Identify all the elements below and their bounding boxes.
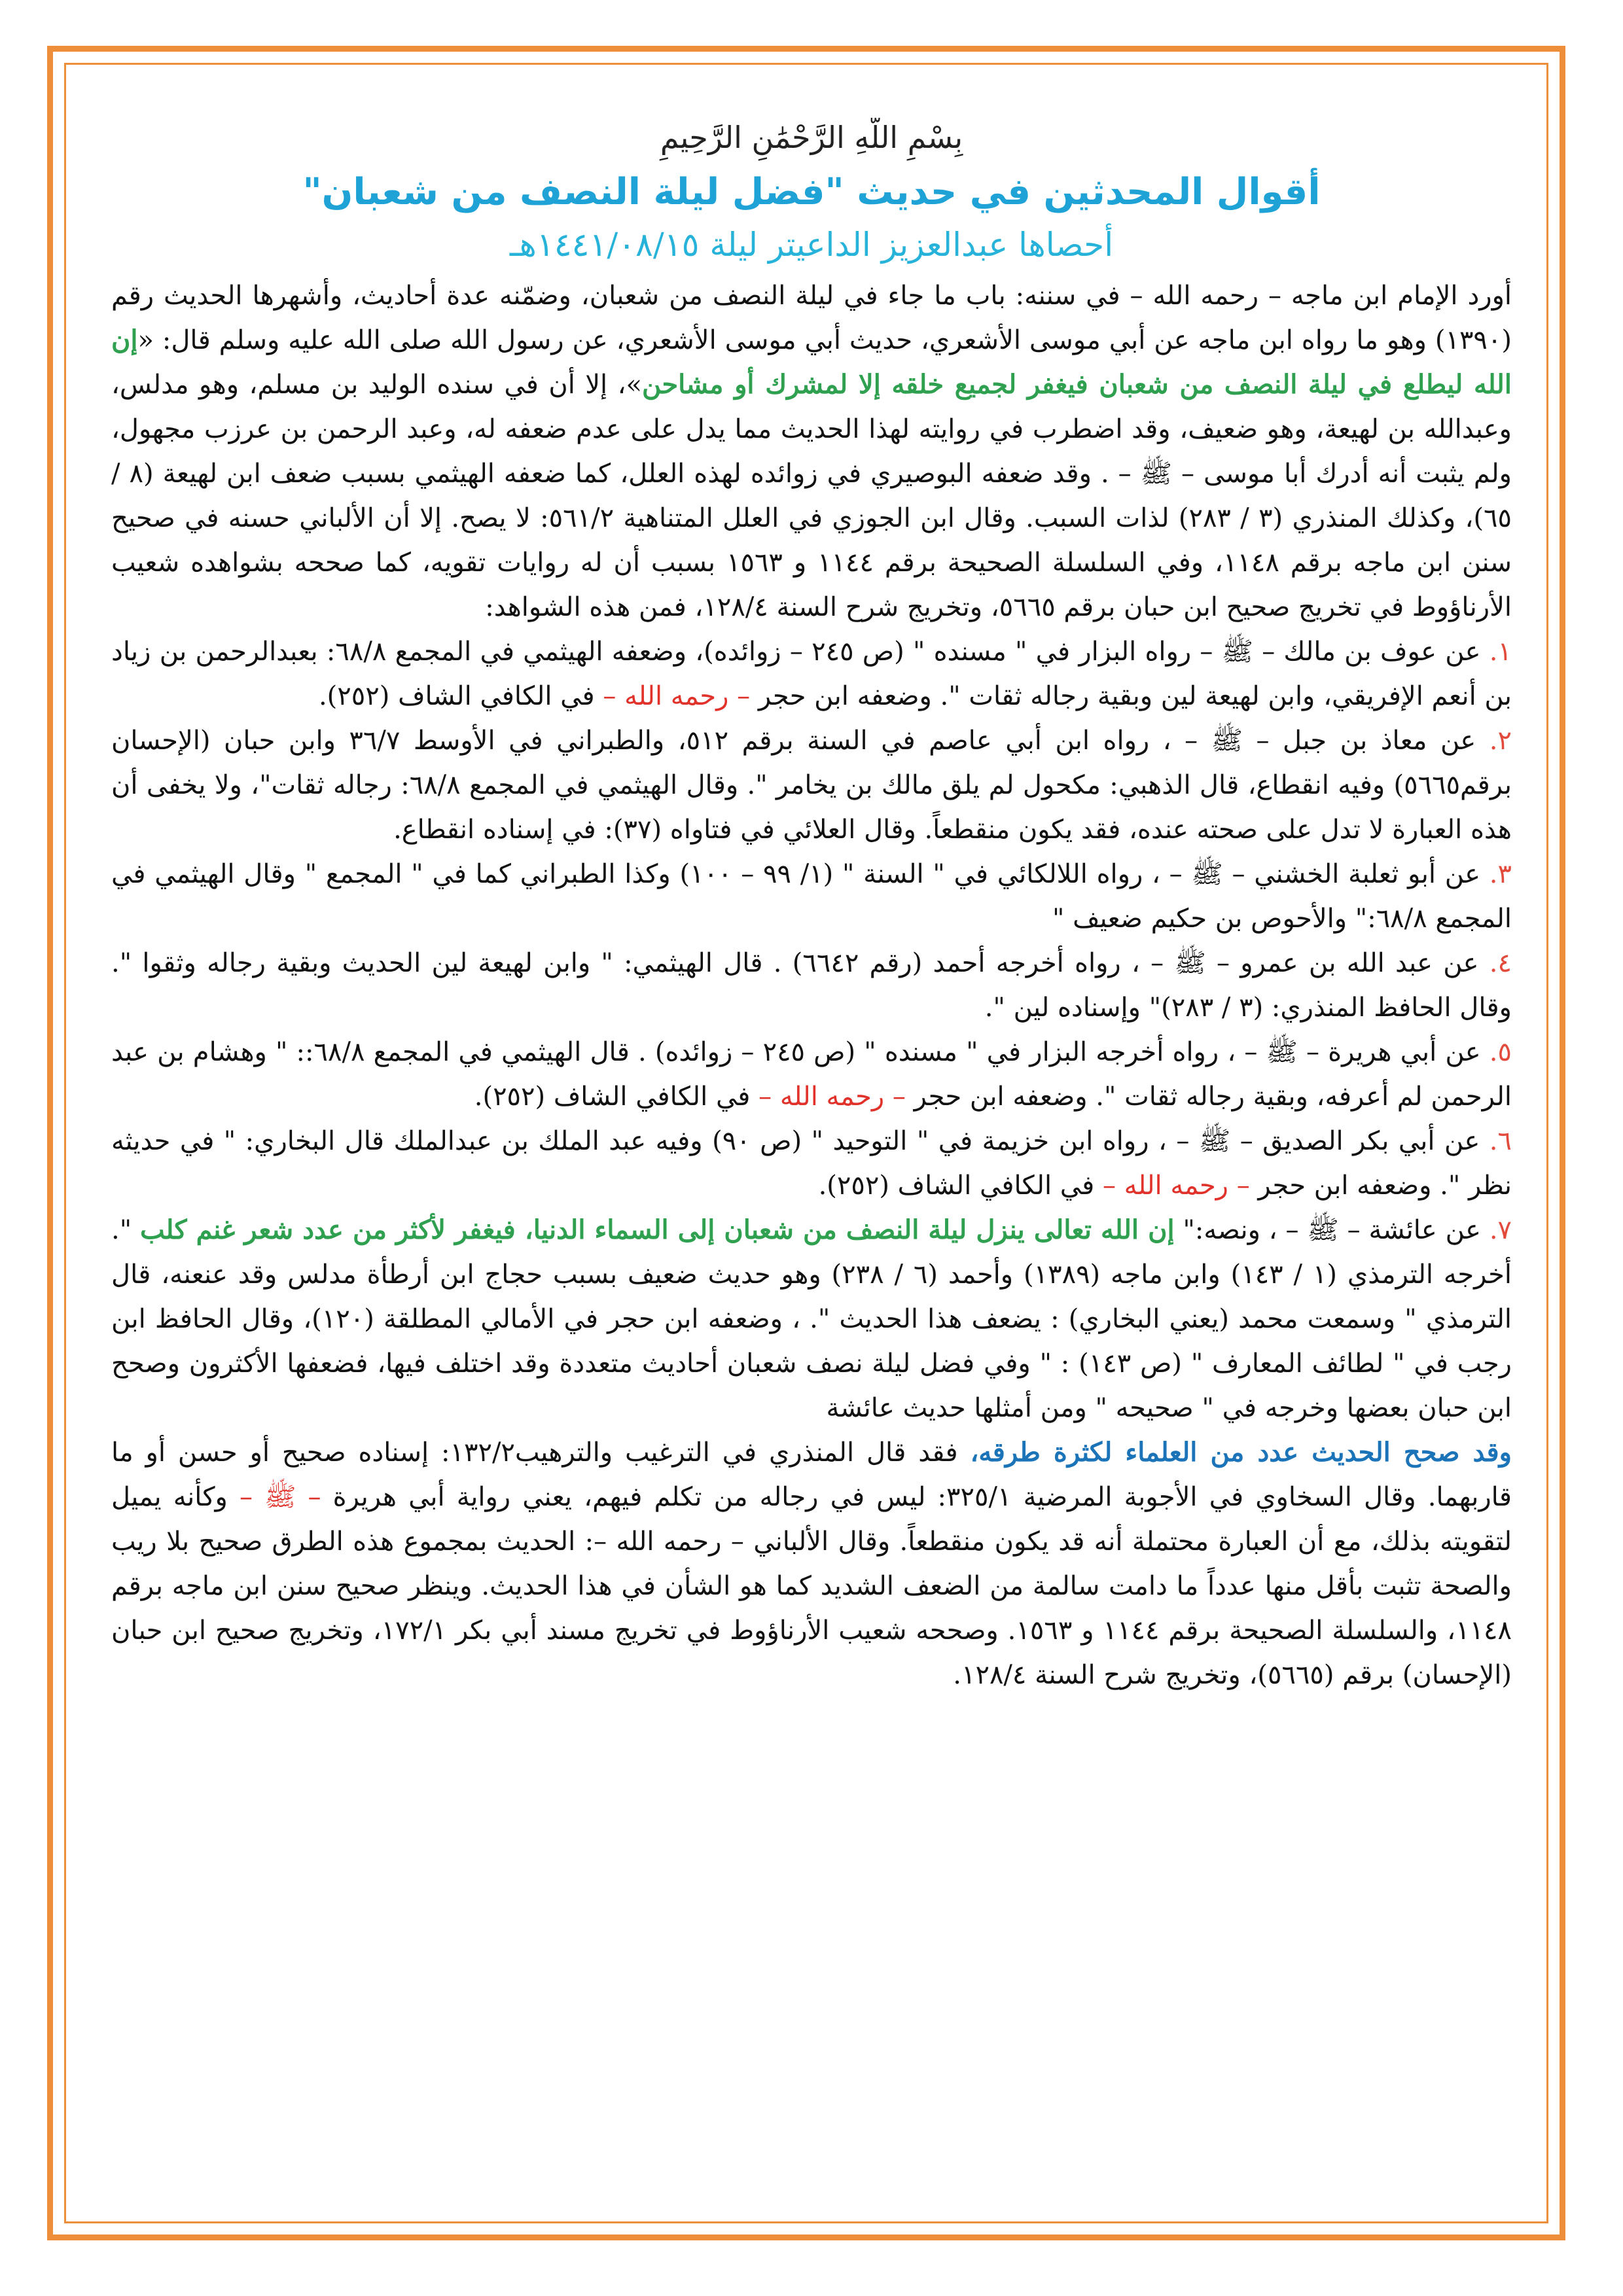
page-subtitle: أحصاها عبدالعزيز الداعيتر ليلة ١٤٤١/٠٨/١٥هـ: [509, 226, 1114, 264]
intro-text-1: أورد الإمام ابن ماجه – رحمه الله – في سننه: باب ما جاء في ليلة النصف من شعبان، وضمّنه عدة أحاديث، وأشهرها الحديث رقم (١٣٩٠) وهو ما رواه ابن ماجه عن أبي موسى الأشعري، حديث أبي موسى الأشعري، عن رسول الله صلى الله عليه وسلم قال: «: [111, 281, 1512, 355]
witness-text-end: في الكافي الشاف (٢٥٢).: [818, 1171, 1103, 1201]
witness-item-5: [111, 1030, 1512, 1119]
witness-item-4: [111, 941, 1512, 1030]
witness-item-7: [111, 1208, 1512, 1430]
witness-item-1: [111, 629, 1512, 718]
witness-number: ٢.: [1489, 726, 1512, 756]
conclusion-highlight: – ﷺ –: [239, 1482, 321, 1512]
witness-number: ٤.: [1489, 948, 1512, 978]
witness-highlight: – رحمه الله –: [603, 681, 751, 711]
witness-highlight: – رحمه الله –: [758, 1082, 906, 1112]
witness-text: عن عبد الله بن عمرو – ﷺ – ، رواه أخرجه أحمد (رقم ٦٦٤٢) . قال الهيثمي: " وابن لهيعة لين الحديث وبقية رجاله وثقوا ". وقال الحافظ المنذري: (٣ / ٢٨٣)" وإسناده لين ".: [111, 948, 1512, 1023]
conclusion-text-end: وكأنه يميل لتقويته بذلك، مع أن العبارة محتملة أنه قد يكون منقطعاً. وقال الألباني – رحمه الله –: الحديث بمجموع هذه الطرق صحيح بلا ريب والصحة تثبت بأقل منها عدداً ما دامت سالمة من الضعف الشديد كما هو الشأن في هذا الحديث. وينظر صحيح سنن ابن ماجه برقم ١١٤٨، والسلسلة الصحيحة برقم ١١٤٤ و ١٥٦٣. وصححه شعيب الأرناؤوط في تخريج مسند أبي بكر ١٧٢/١، وتخريج صحيح ابن حبان (الإحسان) برقم (٥٦٦٥)، وتخريج شرح السنة ١٢٨/٤.: [111, 1482, 1512, 1690]
witness-number: ١.: [1489, 637, 1512, 667]
document-body: [111, 118, 1512, 2192]
intro-paragraph: [111, 274, 1512, 629]
conclusion-lead: وقد صحح الحديث عدد من العلماء لكثرة طرقه،: [970, 1437, 1512, 1468]
witness-item-6: [111, 1119, 1512, 1208]
witness-text: عن أبي هريرة – ﷺ – ، رواه أخرجه البزار في " مسنده " (ص ٢٤٥ – زوائده) . قال الهيثمي في المجمع ٦٨/٨:: " وهشام بن عبد الرحمن لم أعرفه، وبقية رجاله ثقات ". وضعفه ابن حجر: [111, 1037, 1512, 1112]
witness-number: ٦.: [1489, 1126, 1512, 1156]
witness-text-end: ". أخرجه الترمذي (١ / ١٤٣) وابن ماجه (١٣٨٩) وأحمد (٦ / ٢٣٨) وهو حديث ضعيف بسبب حجاج ابن أرطأة مدلس وقد عنعنه، قال الترمذي " وسمعت محمد (يعني البخاري) : يضعف هذا الحديث ". ، وضعفه ابن حجر في الأمالي المطلقة (١٢٠)، وقال الحافظ ابن رجب في " لطائف المعارف " (ص ١٤٣) : " وفي فضل ليلة نصف شعبان أحاديث متعددة وقد اختلف فيها، فضعفها الأكثرون وصحح ابن حبان بعضها وخرجه في " صحيحه " ومن أمثلها حديث عائشة: [111, 1215, 1512, 1423]
witness-text-end: في الكافي الشاف (٢٥٢).: [474, 1082, 759, 1112]
conclusion-paragraph: [111, 1430, 1512, 1697]
witness-text: عن عوف بن مالك – ﷺ – رواه البزار في " مسنده " (ص ٢٤٥ – زوائده)، وضعفه الهيثمي في المجمع ٦٨/٨: بعبدالرحمن بن زياد بن أنعم الإفريقي، وابن لهيعة لين وبقية رجاله ثقات ". وضعفه ابن حجر: [111, 637, 1512, 711]
conclusion-text: فقد قال المنذري في الترغيب والترهيب١٣٢/٢: إسناده صحيح أو حسن أو ما قاربهما. وقال السخاوي في الأجوبة المرضية ٣٢٥/١: ليس في رجاله من تكلم فيهم، يعني رواية أبي هريرة: [111, 1438, 1512, 1512]
witness-text: عن معاذ بن جبل – ﷺ – ، رواه ابن أبي عاصم في السنة برقم ٥١٢، والطبراني في الأوسط ٣٦/٧ وابن حبان (الإحسان برقم٥٦٦٥) وفيه انقطاع، قال الذهبي: مكحول لم يلق مالك بن يخامر ". وقال الهيثمي في المجمع ٦٨/٨: رجاله ثقات"، ولا يخفى أن هذه العبارة لا تدل على صحته عنده، فقد يكون منقطعاً. وقال العلائي في فتاواه (٣٧): في إسناده انقطاع.: [111, 726, 1512, 845]
witness-number: ٥.: [1489, 1037, 1512, 1067]
hadith-text: إن الله ليطلع في ليلة النصف من شعبان فيغفر لجميع خلقه إلا لمشرك أو مشاحن: [111, 325, 1512, 400]
witness-text: عن عائشة – ﷺ – ، ونصه:": [1174, 1215, 1489, 1245]
aisha-hadith-text: إن الله تعالى ينزل ليلة النصف من شعبان إلى السماء الدنيا، فيغفر لأكثر من عدد شعر غنم كلب: [139, 1214, 1175, 1245]
witness-text-end: في الكافي الشاف (٢٥٢).: [318, 681, 603, 711]
page-title: أقوال المحدثين في حديث "فضل ليلة النصف من شعبان": [302, 171, 1321, 213]
witness-number: ٧.: [1489, 1215, 1512, 1245]
witness-text: عن أبي بكر الصديق – ﷺ – ، رواه ابن خزيمة في " التوحيد " (ص ٩٠) وفيه عبد الملك بن عبدالملك قال البخاري: " في حديثه نظر ". وضعفه ابن حجر: [111, 1126, 1512, 1201]
witness-number: ٣.: [1489, 859, 1512, 889]
witness-item-2: [111, 718, 1512, 852]
witness-text: عن أبو ثعلبة الخشني – ﷺ – ، رواه اللالكائي في " السنة " (١/ ٩٩ – ١٠٠) وكذا الطبراني كما في " المجمع " وقال الهيثمي في المجمع ٦٨/٨:" والأحوص بن حكيم ضعيف ": [111, 859, 1512, 934]
witness-highlight: – رحمه الله –: [1102, 1171, 1250, 1201]
witness-item-3: [111, 852, 1512, 941]
basmala: بِسْمِ اللَّهِ الرَّحْمَٰنِ الرَّحِيمِ: [660, 120, 963, 155]
intro-text-2: »، إلا أن في سنده الوليد بن مسلم، وهو مدلس، وعبدالله بن لهيعة، وهو ضعيف، وقد اضطرب في روايته لهذا الحديث مما يدل على عدم ضعفه له، وعبد الرحمن بن عرزب مجهول، ولم يثبت أنه أدرك أبا موسى – ﷺ – . وقد ضعفه البوصيري في زوائده لهذه العلل، كما ضعفه الهيثمي بسبب ضعف ابن لهيعة (٨ / ٦٥)، وكذلك المنذري (٣ / ٢٨٣) لذات السبب. وقال ابن الجوزي في العلل المتناهية ٥٦١/٢: لا يصح. إلا أن الألباني حسنه في صحيح سنن ابن ماجه برقم ١١٤٨، وفي السلسلة الصحيحة برقم ١١٤٤ و ١٥٦٣ بسبب أن له روايات تقويه، كما صححه بشواهده شعيب الأرناؤوط في تخريج صحيح ابن حبان برقم ٥٦٦٥، وتخريج شرح السنة ١٢٨/٤، فمن هذه الشواهد:: [111, 370, 1512, 622]
